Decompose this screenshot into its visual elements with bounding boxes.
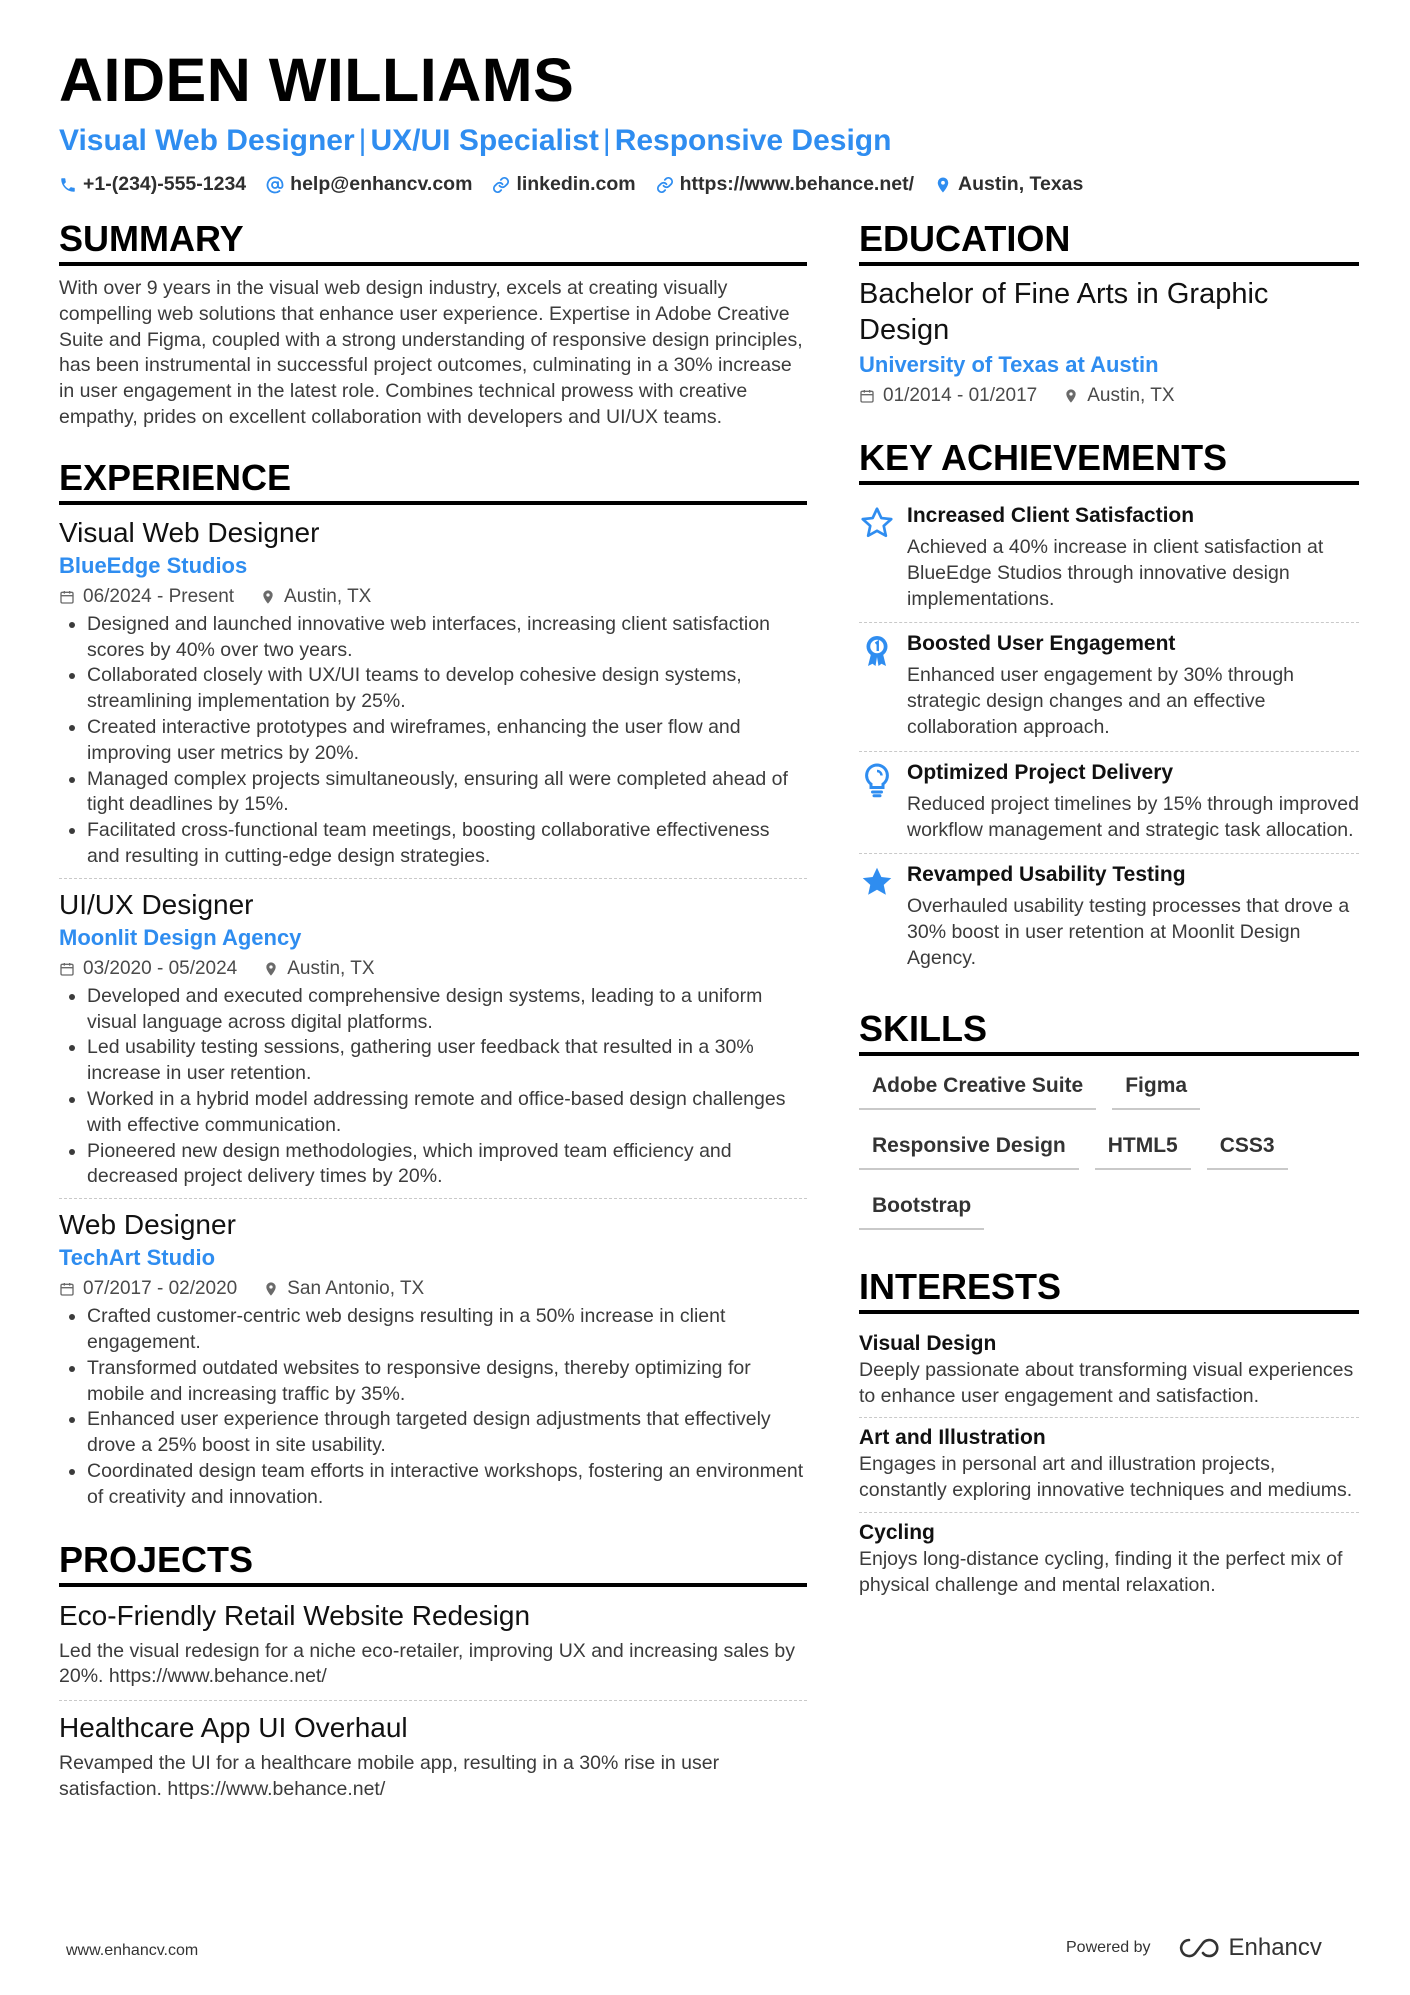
- job-location: San Antonio, TX: [287, 1278, 425, 1300]
- achievement-item: [859, 623, 1359, 751]
- contact-location: [934, 173, 1083, 196]
- calendar-icon: [59, 961, 75, 977]
- job-meta: [59, 584, 807, 610]
- job-bullets: [59, 612, 807, 870]
- achievement-title: Optimized Project Delivery: [907, 760, 1174, 784]
- interest-item: [859, 1418, 1359, 1513]
- achievement-item: [859, 495, 1359, 623]
- summary-title: SUMMARY: [59, 218, 807, 266]
- linkedin-text: linkedin.com: [516, 173, 636, 195]
- job-bullets: [59, 984, 807, 1190]
- map-pin-icon: [934, 176, 952, 194]
- headline-separator: |: [358, 124, 367, 157]
- project-entry: [59, 1709, 807, 1813]
- skills-section: [859, 1008, 1359, 1246]
- job-bullet: • Transformed outdated websites to responsive designs, thereby optimizing for mobile and increasing traffic by 35%.: [87, 1356, 807, 1408]
- education-location: Austin, TX: [1087, 385, 1175, 406]
- degree-title: Bachelor of Fine Arts in Graphic Design: [859, 278, 1269, 346]
- interest-description: Engages in personal art and illustration projects, constantly exploring innovative techniques and mediums.: [859, 1453, 1353, 1502]
- achievement-description: Achieved a 40% increase in client satisfaction at BlueEdge Studios through innovative design implementations.: [907, 536, 1324, 610]
- company-name: TechArt Studio: [59, 1245, 216, 1271]
- company-name: Moonlit Design Agency: [59, 924, 302, 950]
- job-bullet: • Managed complex projects simultaneously, ensuring all were completed ahead of tight deadlines by 15%.: [87, 767, 807, 819]
- calendar-icon: [859, 388, 875, 404]
- project-description: Revamped the UI for a healthcare mobile app, resulting in a 30% rise in user satisfaction. https://www.behance.net/: [59, 1752, 720, 1800]
- right-column: [859, 218, 1359, 1607]
- job-dates: 03/2020 - 05/2024: [83, 957, 238, 979]
- headline-part: Visual Web Designer: [59, 124, 355, 157]
- job-title: UI/UX Designer: [59, 888, 254, 920]
- job-bullet: • Developed and executed comprehensive design systems, leading to a uniform visual language across digital platforms.: [87, 984, 807, 1036]
- job-bullets: [59, 1304, 807, 1510]
- job-bullet: • Coordinated design team efforts in interactive workshops, fostering an environment of creativity and innovation.: [87, 1459, 807, 1511]
- at-sign-icon: [266, 176, 284, 194]
- interests-section: [859, 1266, 1359, 1607]
- project-title: Eco-Friendly Retail Website Redesign: [59, 1599, 531, 1631]
- interest-description: Enjoys long-distance cycling, finding it the perfect mix of physical challenge and mental relaxation.: [859, 1547, 1343, 1596]
- star-outline-icon: [859, 505, 895, 541]
- education-title: EDUCATION: [859, 218, 1359, 266]
- skills-title: SKILLS: [859, 1008, 1359, 1056]
- company-name: BlueEdge Studios: [59, 552, 248, 578]
- map-pin-icon: [263, 1281, 279, 1297]
- map-pin-icon: [260, 589, 276, 605]
- job-location: Austin, TX: [287, 957, 375, 979]
- job-dates: 06/2024 - Present: [83, 585, 235, 607]
- contact-email[interactable]: [266, 173, 472, 196]
- project-entry: [59, 1597, 807, 1702]
- headline-part: UX/UI Specialist: [370, 124, 599, 157]
- footer-website[interactable]: www.enhancv.com: [66, 1942, 199, 1959]
- interests-title: INTERESTS: [859, 1266, 1359, 1314]
- interest-title: Art and Illustration: [859, 1426, 1046, 1450]
- phone-icon: [59, 176, 77, 194]
- skill-tag: CSS3: [1207, 1126, 1288, 1170]
- skills-list: [859, 1066, 1359, 1246]
- job-entry: [59, 515, 807, 879]
- job-title: Visual Web Designer: [59, 516, 320, 548]
- summary-section: [59, 218, 807, 431]
- job-bullet: • Collaborated closely with UX/UI teams to develop cohesive design systems, streamlining implementation by 25%.: [87, 663, 807, 715]
- calendar-icon: [59, 589, 75, 605]
- powered-by-label: Powered by: [1066, 1939, 1151, 1956]
- interest-item: [859, 1324, 1359, 1419]
- star-filled-icon: [859, 864, 895, 900]
- achievement-item: [859, 854, 1359, 981]
- map-pin-icon: [263, 961, 279, 977]
- achievement-title: Increased Client Satisfaction: [907, 504, 1195, 527]
- skill-tag: Responsive Design: [859, 1126, 1079, 1170]
- job-bullet: • Created interactive prototypes and wireframes, enhancing the user flow and improving user metrics by 20%.: [87, 715, 807, 767]
- interest-description: Deeply passionate about transforming visual experiences to enhance user engagement and satisfaction.: [859, 1358, 1354, 1407]
- skill-tag: Adobe Creative Suite: [859, 1066, 1096, 1110]
- project-description: Led the visual redesign for a niche eco-retailer, improving UX and increasing sales by 20%. https://www.behance.net/: [59, 1639, 795, 1688]
- job-bullet: • Facilitated cross-functional team meetings, boosting collaborative effectiveness and resulting in cutting-edge design strategies.: [87, 818, 807, 870]
- job-bullet: • Enhanced user experience through targeted design adjustments that effectively drove a 25% boost in site usability.: [87, 1407, 807, 1459]
- achievement-description: Enhanced user engagement by 30% through strategic design changes and an effective collaboration approach.: [907, 664, 1295, 738]
- job-bullet: • Designed and launched innovative web interfaces, increasing client satisfaction scores by 40% over two years.: [87, 612, 807, 664]
- interest-title: Visual Design: [859, 1331, 997, 1355]
- summary-text: With over 9 years in the visual web design industry, excels at creating visually compelling web solutions that enhance user experience. Expertise in Adobe Creative Suite and Figma, coupled with a strong understanding of responsive design principles, has been instrumental in successful project outcomes, culminating in a 30% increase in user engagement in the latest role. Combines technical prowess with creative empathy, prides on excellent collaboration with developers and UI/UX teams.: [59, 277, 803, 428]
- project-title: Healthcare App UI Overhaul: [59, 1712, 408, 1744]
- experience-section: [59, 457, 807, 1519]
- resume-header: [59, 45, 1359, 196]
- map-pin-icon: [1063, 388, 1079, 404]
- left-column: [59, 218, 807, 1821]
- award-ribbon-icon: [859, 633, 895, 669]
- phone-text: +1-(234)-555-1234: [83, 173, 247, 195]
- link-icon: [492, 176, 510, 194]
- achievement-title: Revamped Usability Testing: [907, 863, 1186, 887]
- headline-part: Responsive Design: [614, 124, 892, 157]
- location-text: Austin, Texas: [958, 173, 1084, 195]
- job-bullet: • Worked in a hybrid model addressing remote and office-based design challenges with effective communication.: [87, 1087, 807, 1139]
- skill-tag: HTML5: [1095, 1126, 1191, 1170]
- website-text: https://www.behance.net/: [679, 173, 915, 195]
- link-icon: [656, 176, 674, 194]
- achievement-title: Boosted User Engagement: [907, 632, 1176, 656]
- contact-phone[interactable]: [59, 173, 246, 196]
- job-location: Austin, TX: [284, 585, 372, 607]
- brand-logo[interactable]: [1177, 1934, 1322, 1962]
- job-meta: [59, 1276, 807, 1302]
- experience-title: EXPERIENCE: [59, 457, 807, 505]
- candidate-name: AIDEN WILLIAMS: [59, 46, 575, 114]
- lightbulb-icon: [859, 762, 895, 798]
- achievement-description: Overhauled usability testing processes that drove a 30% boost in user retention at Moonlit Design Agency.: [907, 895, 1350, 969]
- education-dates: 01/2014 - 01/2017: [883, 385, 1038, 406]
- achievements-section: [859, 437, 1359, 982]
- achievements-title: KEY ACHIEVEMENTS: [859, 437, 1359, 485]
- job-bullet: • Led usability testing sessions, gathering user feedback that resulted in a 30% increase in user retention.: [87, 1035, 807, 1087]
- job-bullet: • Crafted customer-centric web designs resulting in a 50% increase in client engagement.: [87, 1304, 807, 1356]
- achievement-item: [859, 752, 1359, 855]
- interest-item: [859, 1513, 1359, 1607]
- job-dates: 07/2017 - 02/2020: [83, 1278, 238, 1300]
- school-name: University of Texas at Austin: [859, 352, 1159, 377]
- job-entry: [59, 1207, 807, 1518]
- headline: [59, 121, 1359, 161]
- education-meta: [859, 383, 1359, 409]
- achievement-description: Reduced project timelines by 15% through improved workflow management and strategic task allocation.: [907, 792, 1359, 841]
- projects-title: PROJECTS: [59, 1539, 807, 1587]
- calendar-icon: [59, 1281, 75, 1297]
- interest-title: Cycling: [859, 1520, 935, 1544]
- headline-separator: |: [602, 124, 611, 157]
- education-section: [859, 218, 1359, 409]
- job-title: Web Designer: [59, 1209, 236, 1241]
- enhancv-logo-icon: [1177, 1936, 1221, 1960]
- contact-linkedin[interactable]: [492, 173, 635, 196]
- projects-section: [59, 1539, 807, 1813]
- contact-bar: [59, 173, 1359, 196]
- footer-branding: [1066, 1934, 1322, 1962]
- job-meta: [59, 956, 807, 982]
- contact-website[interactable]: [656, 173, 914, 196]
- email-text: help@enhancv.com: [290, 173, 473, 195]
- skill-tag: Figma: [1112, 1066, 1200, 1110]
- job-bullet: • Pioneered new design methodologies, which improved team efficiency and decreased project delivery times by 20%.: [87, 1139, 807, 1191]
- skill-tag: Bootstrap: [859, 1186, 984, 1230]
- job-entry: [59, 887, 807, 1199]
- brand-name: Enhancv: [1228, 1934, 1322, 1961]
